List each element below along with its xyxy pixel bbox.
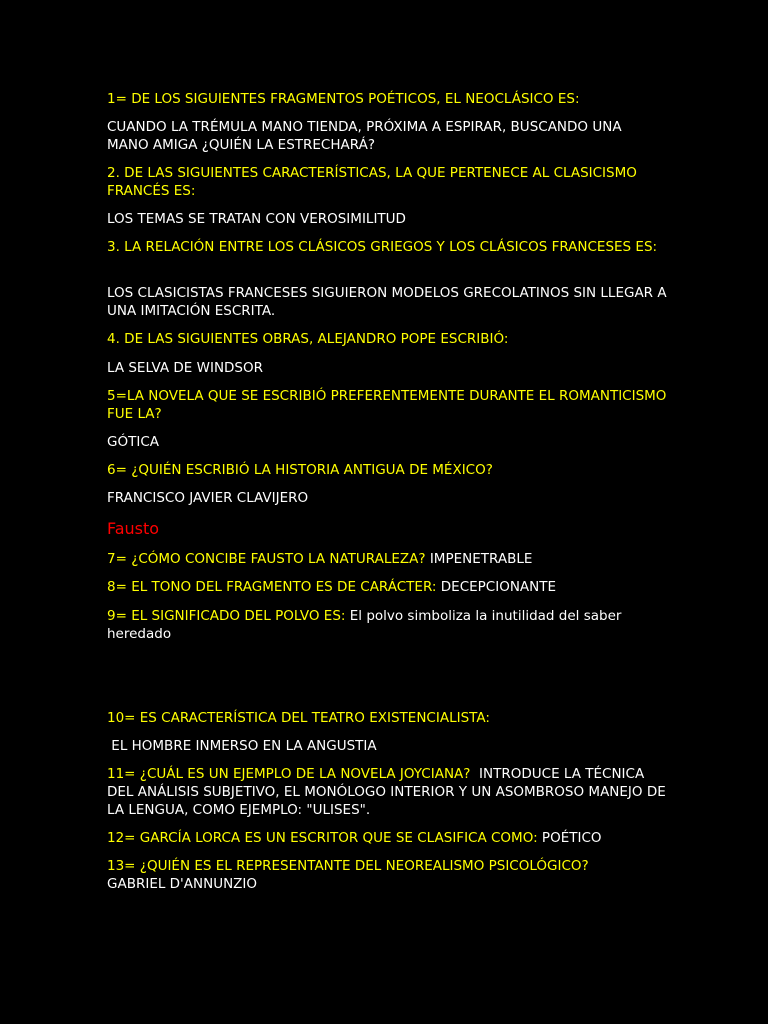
section-heading-fausto: Fausto	[107, 519, 160, 538]
question-text: 3. LA RELACIÓN ENTRE LOS CLÁSICOS GRIEGOS Y LOS CLÁSICOS FRANCESES ES:	[107, 239, 658, 255]
answer-1	[107, 118, 667, 154]
answer-10	[107, 737, 377, 755]
question-text: 5=LA NOVELA QUE SE ESCRIBIÓ PREFERENTEMENTE DURANTE EL ROMANTICISMO FUE LA?	[107, 388, 667, 422]
answer-5	[107, 433, 159, 451]
question-text: 6= ¿QUIÉN ESCRIBIÓ LA HISTORIA ANTIGUA DE MÉXICO?	[107, 462, 493, 478]
answer-2	[107, 210, 406, 228]
answer-text: LOS CLASICISTAS FRANCESES SIGUIERON MODELOS GRECOLATINOS SIN LLEGAR A UNA IMITACIÓN ESCRITA.	[107, 285, 667, 319]
question-4	[107, 330, 508, 348]
question-text: 12= GARCÍA LORCA ES UN ESCRITOR QUE SE CLASIFICA COMO:	[107, 830, 538, 846]
question-text: 13= ¿QUIÉN ES EL REPRESENTANTE DEL NEOREALISMO PSICOLÓGICO?	[107, 858, 589, 874]
question-text: 7= ¿CÓMO CONCIBE FAUSTO LA NATURALEZA?	[107, 551, 426, 567]
answer-text: POÉTICO	[537, 830, 602, 846]
question-9	[107, 607, 667, 643]
question-text: 11= ¿CUÁL ES UN EJEMPLO DE LA NOVELA JOYCIANA?	[107, 766, 471, 782]
answer-6	[107, 489, 308, 507]
answer-text: DECEPCIONANTE	[436, 579, 557, 595]
question-text: 2. DE LAS SIGUIENTES CARACTERÍSTICAS, LA QUE PERTENECE AL CLASICISMO FRANCÉS ES:	[107, 165, 637, 199]
answer-text: INTRODUCE LA TÉCNICA DEL ANÁLISIS SUBJETIVO, EL MONÓLOGO INTERIOR Y UN ASOMBROSO MANEJO DE LA LENGUA, COMO EJEMPLO: "ULISES".	[107, 766, 671, 818]
question-text: 9= EL SIGNIFICADO DEL POLVO ES:	[107, 608, 346, 624]
question-5	[107, 387, 667, 423]
answer-text: EL HOMBRE INMERSO EN LA ANGUSTIA	[107, 738, 377, 754]
answer-text: CUANDO LA TRÉMULA MANO TIENDA, PRÓXIMA A ESPIRAR, BUSCANDO UNA MANO AMIGA ¿QUIÉN LA ESTRECHARÁ?	[107, 119, 622, 153]
question-2	[107, 164, 667, 200]
question-3	[107, 238, 657, 256]
answer-4	[107, 359, 263, 377]
answer-text: LA SELVA DE WINDSOR	[107, 360, 264, 376]
answer-text: GÓTICA	[107, 434, 159, 450]
question-text: 1= DE LOS SIGUIENTES FRAGMENTOS POÉTICOS, EL NEOCLÁSICO ES:	[107, 91, 580, 107]
answer-text: LOS TEMAS SE TRATAN CON VEROSIMILITUD	[107, 211, 406, 227]
answer-text: FRANCISCO JAVIER CLAVIJERO	[107, 490, 309, 506]
question-text: 10= ES CARACTERÍSTICA DEL TEATRO EXISTENCIALISTA:	[107, 710, 490, 726]
question-text: 4. DE LAS SIGUIENTES OBRAS, ALEJANDRO POPE ESCRIBIÓ:	[107, 331, 509, 347]
question-12	[107, 829, 602, 847]
question-1	[107, 90, 580, 108]
question-text: 8= EL TONO DEL FRAGMENTO ES DE CARÁCTER:	[107, 579, 437, 595]
question-10	[107, 709, 490, 727]
question-8	[107, 578, 556, 596]
answer-3	[107, 284, 667, 320]
answer-text: El polvo simboliza la inutilidad del saber heredado	[107, 608, 622, 642]
question-7	[107, 550, 532, 568]
question-13	[107, 857, 589, 893]
question-11	[107, 765, 671, 819]
answer-text: IMPENETRABLE	[425, 551, 533, 567]
question-6	[107, 461, 493, 479]
answer-text: GABRIEL D'ANNUNZIO	[107, 876, 258, 892]
